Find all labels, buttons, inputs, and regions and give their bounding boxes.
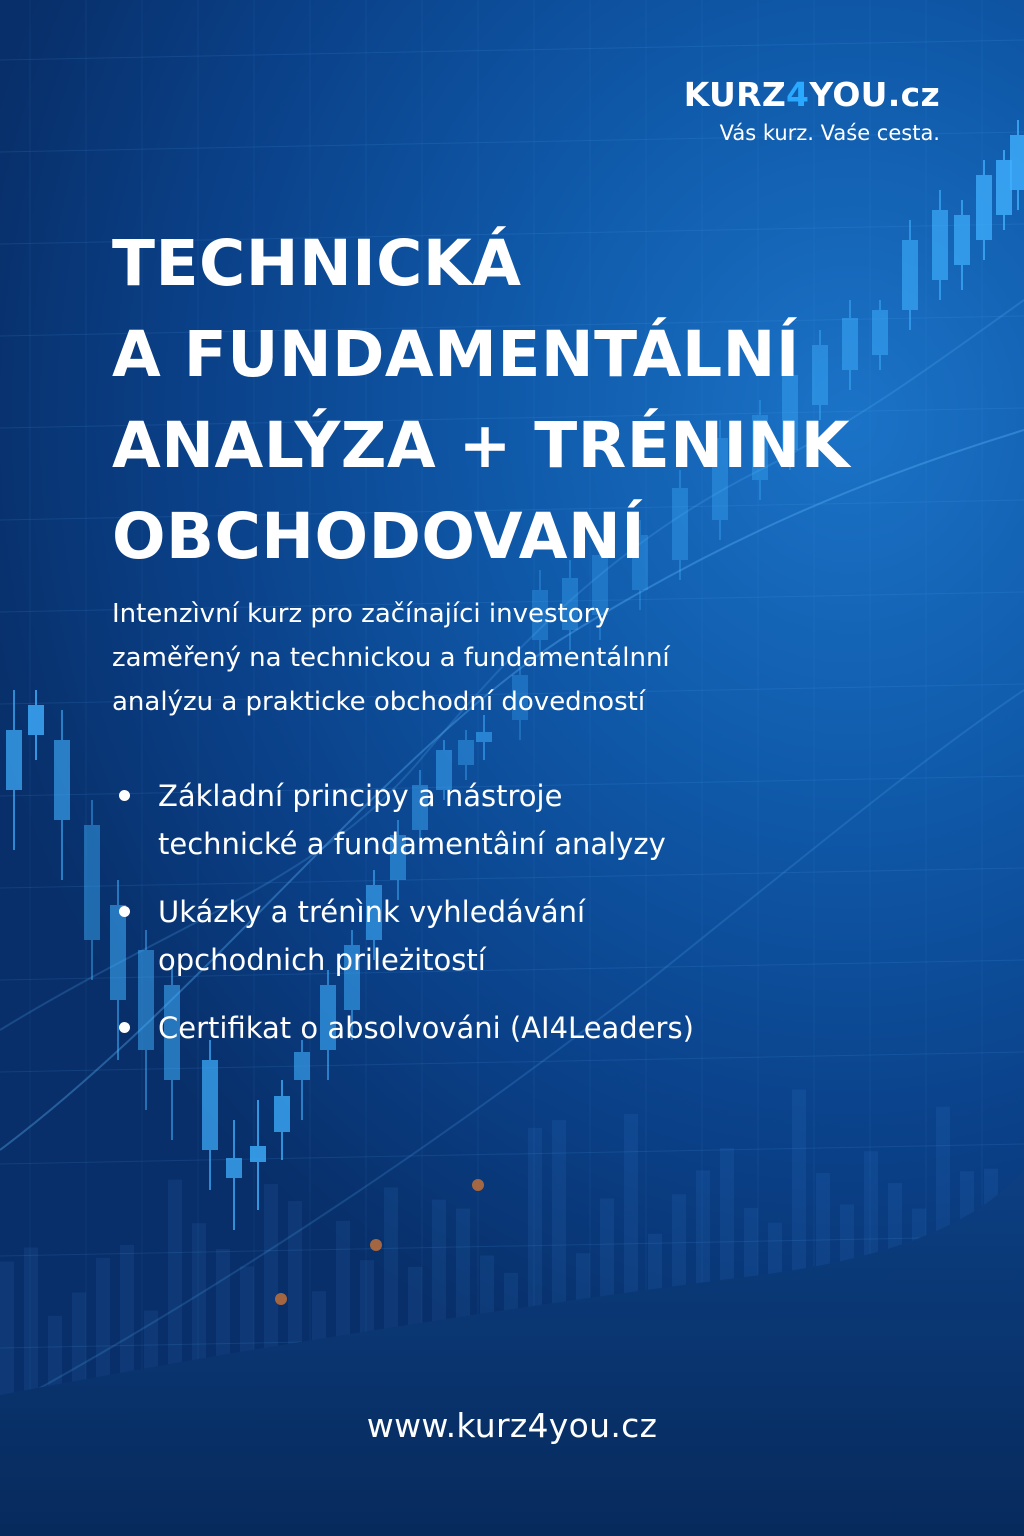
feature-text: Ukázky a trénìnk vyhledávání <box>158 895 586 929</box>
candle <box>1010 120 1024 210</box>
course-title-line: A FUNDAMENTÁLNÍ <box>112 318 800 391</box>
feature-item <box>112 1004 892 1052</box>
bullet-icon <box>119 790 130 801</box>
course-title-line: ANALÝZA + TRÉNINK <box>112 409 851 482</box>
brand-name <box>684 76 940 114</box>
description-line: zaměřený na technickou a fundamentálnní <box>112 643 670 673</box>
brand-logo <box>684 76 940 146</box>
feature-item <box>112 888 892 984</box>
feature-item <box>112 772 892 868</box>
course-title-line: OBCHODOVANÍ <box>112 500 646 573</box>
bullet-icon <box>119 906 130 917</box>
candle <box>976 160 992 260</box>
course-description <box>112 592 832 724</box>
brand-tagline: Vás kurz. Vaśe cesta. <box>719 121 940 145</box>
volume-bar <box>0 1262 14 1400</box>
feature-text: technické a fundamentâiní analyzy <box>158 827 666 861</box>
brand-name-part: YOU.cz <box>809 75 940 114</box>
description-line: Intenzìvní kurz pro začínajíci investory <box>112 599 610 629</box>
volume-bar <box>24 1247 38 1400</box>
feature-list <box>112 772 892 1072</box>
candle <box>250 1100 266 1210</box>
brand-name-part: KURZ <box>683 75 787 114</box>
candle <box>274 1080 290 1160</box>
website-link[interactable]: www.kurz4you.cz <box>366 1406 658 1445</box>
feature-text: Základní principy a nástroje <box>158 779 563 813</box>
course-title <box>112 218 972 582</box>
feature-text: Certifikat o absolvováni (AI4Leaders) <box>158 1011 694 1045</box>
brand-name-accent: 4 <box>786 75 810 114</box>
feature-text: opchodnich prileżitostí <box>158 943 486 977</box>
candle <box>996 150 1012 230</box>
candle <box>6 690 22 850</box>
bullet-icon <box>119 1022 130 1033</box>
candle <box>226 1120 242 1230</box>
signal-dots <box>275 1179 484 1305</box>
description-line: analýzu a prakticke obchodní dovedností <box>112 687 646 717</box>
course-title-line: TECHNICKÁ <box>112 227 522 300</box>
candle <box>54 710 70 880</box>
